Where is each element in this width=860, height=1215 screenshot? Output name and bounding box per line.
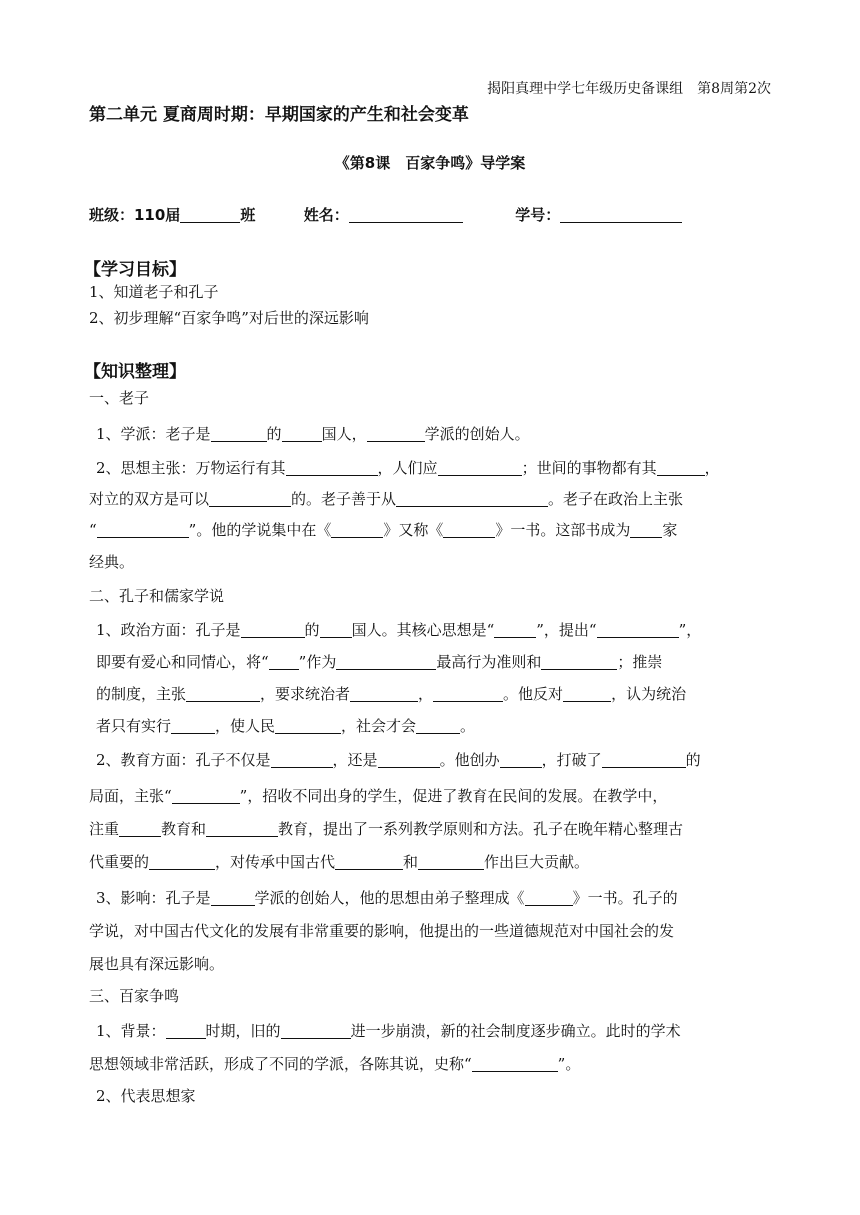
question-line: 学说，对中国古代文化的发展有非常重要的影响，他提出的一些道德规范对中国社会的发 [89,922,675,940]
class-label: 班级：110届 [89,206,181,224]
name-label: 姓名： [303,206,349,224]
answer-blank[interactable] [416,717,460,734]
answer-blank[interactable] [241,621,305,638]
goal-item: 2、初步理解“百家争鸣”对后世的深远影响 [89,309,369,327]
student-id-blank[interactable] [560,206,682,223]
answer-blank[interactable] [563,685,611,702]
answer-blank[interactable] [97,521,189,538]
answer-blank[interactable] [525,889,573,906]
unit-title: 第二单元 夏商周时期：早期国家的产生和社会变革 [89,105,469,125]
answer-blank[interactable] [418,853,484,870]
question-line: 1、学派：老子是 的 国人， 学派的创始人。 [96,425,530,443]
lesson-title: 《第8课 百家争鸣》导学案 [334,154,526,172]
answer-blank[interactable] [206,820,278,837]
answer-blank[interactable] [443,521,495,538]
question-line: 代重要的 ，对传承中国古代 和 作出巨大贡献。 [89,853,590,871]
answer-blank[interactable] [438,459,522,476]
answer-blank[interactable] [281,1022,351,1039]
answer-blank[interactable] [286,459,378,476]
question-line: 者只有实行 ，使人民 ，社会才会 。 [96,717,476,735]
question-line: 2、思想主张：万物运行有其 ，人们应 ；世间的事物都有其 ， [96,459,720,477]
answer-blank[interactable] [275,717,341,734]
answer-blank[interactable] [494,621,536,638]
answer-blank[interactable] [541,653,617,670]
answer-blank[interactable] [172,787,240,804]
question-line: 局面，主张“ ”，招收不同出身的学生，促进了教育在民间的发展。在教学中， [89,787,668,805]
question-line: “ ”。他的学说集中在《 》又称《 》一书。这部书成为 家 [89,521,678,539]
knowledge-heading: 【知识整理】 [84,362,186,382]
answer-blank[interactable] [282,425,322,442]
answer-blank[interactable] [350,685,418,702]
answer-blank[interactable] [166,1022,206,1039]
answer-blank[interactable] [396,490,548,507]
answer-blank[interactable] [171,717,215,734]
question-line: 注重 教育和 教育，提出了一系列教学原则和方法。孔子在晚年精心整理古 [89,820,684,838]
section-title: 三、百家争鸣 [89,987,180,1005]
answer-blank[interactable] [335,853,403,870]
class-suffix: 班 [240,206,256,224]
question-line: 的制度，主张 ，要求统治者 ， 。他反对 ，认为统治 [96,685,687,703]
answer-blank[interactable] [597,621,679,638]
answer-blank[interactable] [209,490,291,507]
answer-blank[interactable] [657,459,705,476]
student-id-label: 学号： [515,206,561,224]
goal-item: 1、知道老子和孔子 [89,283,219,301]
class-blank[interactable] [180,206,240,223]
question-line: 2、教育方面：孔子不仅是 ，还是 。他创办 ，打破了 的 [96,751,701,769]
student-info-row [89,204,682,225]
answer-blank[interactable] [119,820,161,837]
answer-blank[interactable] [630,521,662,538]
answer-blank[interactable] [472,1055,558,1072]
answer-blank[interactable] [331,521,383,538]
question-line: 3、影响：孔子是 学派的创始人，他的思想由弟子整理成《 》一书。孔子的 [96,889,678,907]
question-line: 思想领域非常活跃，形成了不同的学派，各陈其说，史称“ ”。 [89,1055,581,1073]
answer-blank[interactable] [271,751,333,768]
answer-blank[interactable] [433,685,503,702]
question-line: 展也具有深远影响。 [89,955,225,973]
section-title: 二、孔子和儒家学说 [89,587,225,605]
answer-blank[interactable] [269,653,299,670]
question-line: 1、背景： 时期，旧的 进一步崩溃，新的社会制度逐步确立。此时的学术 [96,1022,681,1040]
answer-blank[interactable] [186,685,260,702]
answer-blank[interactable] [211,425,267,442]
answer-blank[interactable] [211,889,255,906]
name-blank[interactable] [349,206,463,223]
answer-blank[interactable] [500,751,542,768]
question-line: 2、代表思想家 [96,1087,196,1105]
answer-blank[interactable] [336,653,436,670]
question-line: 即要有爱心和同情心，将“ ”作为 最高行为准则和 ；推崇 [96,653,663,671]
answer-blank[interactable] [149,853,215,870]
question-line: 经典。 [89,553,135,571]
question-line: 1、政治方面：孔子是 的 国人。其核心思想是“ ”，提出“ ”， [96,621,702,639]
question-line: 对立的双方是可以 的。老子善于从 。老子在政治上主张 [89,490,684,508]
section-title: 一、老子 [89,389,150,407]
answer-blank[interactable] [602,751,686,768]
goals-heading: 【学习目标】 [84,260,186,280]
answer-blank[interactable] [320,621,352,638]
answer-blank[interactable] [367,425,425,442]
answer-blank[interactable] [378,751,440,768]
page-header: 揭阳真理中学七年级历史备课组 第8周第2次 [487,81,771,97]
